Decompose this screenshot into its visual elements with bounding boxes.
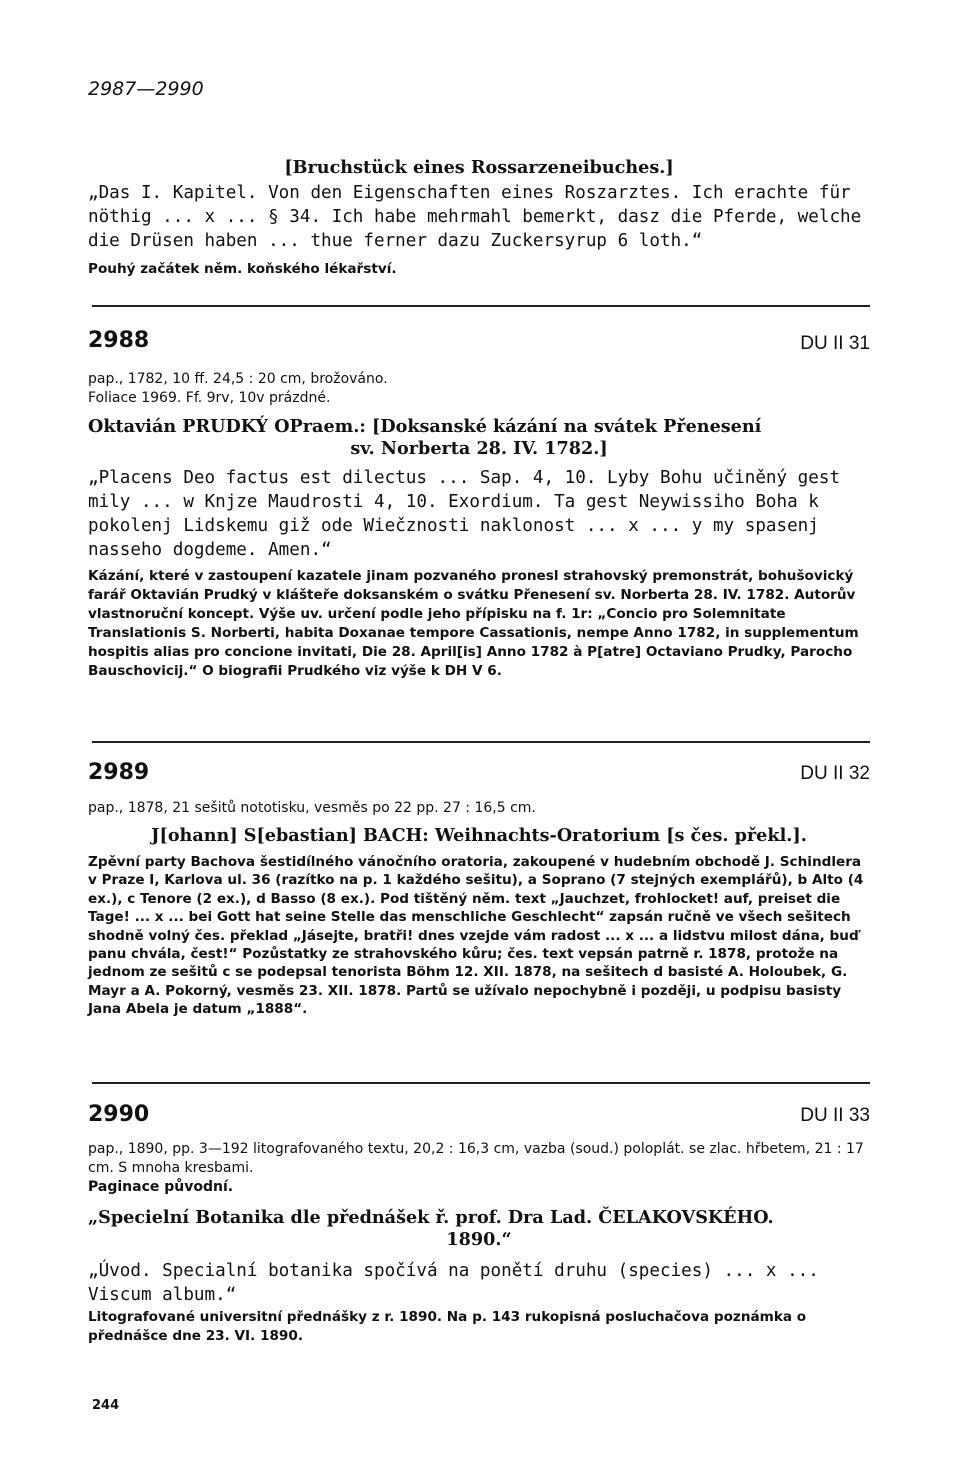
entry-title-2990: „Specielní Botanika dle přednášek ř. prof. Dra Lad. ČELAKOVSKÉHO. <box>88 1207 774 1228</box>
incipit-2990: „Úvod. Specialní botanika spočívá na ponětí druhu (species) ... x ... Viscum album.“ <box>88 1261 819 1305</box>
annotation-2989: Zpěvní party Bachova šestidílného vánočního oratoria, zakoupené v hudebním obchodě J. Schindlera v Praze I, Karlova ul. 36 (razítko na p. 1 každého sešitu), a Soprano (7 stejných exemplářů), b Alto (4 ex.), c Tenore (2 ex.), d Basso (8 ex.). Pod tištěný něm. text „Jauchzet, frohlocket! auf, preiset die Tage! ... x ... bei Gott hat seine Stelle das menschliche Geschlecht“ zapsán ručně ve všech sešitech shodně volný čes. překlad „Jásejte, bratři! dnes vzejde vám radost ... x ... a lidstvu milost dána, buď panu chvála, čest!“ Pozůstatky ze strahovského kůru; čes. text vepsán patrně r. 1878, protože na jednom ze sešitů c se podepsal tenorista Böhm 12. XII. 1878, na sešitech d basisté A. Holoubek, G. Mayr a A. Pokorný, vesměs 23. XII. 1878. Partů se užívalo nepochybně i později, u podpisu basisty Jana Abela je datum „1888“. <box>88 854 864 1018</box>
entry-title-2989: J[ohann] S[ebastian] BACH: Weihnachts-Oratorium [s čes. překl.]. <box>151 825 807 846</box>
incipit-2988: „Placens Deo factus est dilectus ... Sap. 4, 10. Lyby Bohu učiněný gest mily ... w Knjze Maudrosti 4, 10. Exordium. Ta gest Neywissiho Boha k pokolenj Lidskemu giž ode Wiečznosti naklonost ... x ... y my spasenj nasseho dogdeme. Amen.“ <box>88 468 841 560</box>
page-number: 244 <box>92 1398 120 1413</box>
entry-number-2988: 2988 <box>88 328 150 353</box>
fragment-title: [Bruchstück eines Rossarzeneibuches.] <box>284 157 674 178</box>
pagination-2990: Paginace původní. <box>88 1179 234 1195</box>
shelfmark-2988: DU II 31 <box>800 333 870 354</box>
page-range-header: 2987—2990 <box>88 78 204 100</box>
entry-title-2988-line2: sv. Norberta 28. IV. 1782.] <box>350 438 608 459</box>
physical-description-2989: pap., 1878, 21 sešitů nototisku, vesměs po 22 pp. 27 : 16,5 cm. <box>88 800 536 816</box>
fragment-quote: „Das I. Kapitel. Von den Eigenschaften eines Roszarztes. Ich erachte für nöthig ... x ... § 34. Ich habe mehrmahl bemerkt, dasz die Pferde, welche die Drüsen haben ... thue ferner dazu Zuckersyrup 6 loth.“ <box>88 183 862 251</box>
foliation-2988: Foliace 1969. Ff. 9rv, 10v prázdné. <box>88 390 331 406</box>
entry-title-2988: Oktavián PRUDKÝ OPraem.: [Doksanské kázání na svátek Přenesení <box>88 416 762 437</box>
entry-number-2989: 2989 <box>88 760 150 785</box>
physical-description-2990: pap., 1890, pp. 3—192 litografovaného textu, 20,2 : 16,3 cm, vazba (soud.) poloplát. se zlac. hřbetem, 21 : 17 cm. S mnoha kresbami. <box>88 1141 864 1176</box>
annotation-2990: Litografované universitní přednášky z r. 1890. Na p. 143 rukopisná posluchačova poznámka o přednášce dne 23. VI. 1890. <box>88 1309 807 1344</box>
divider <box>92 305 870 307</box>
divider <box>92 1082 870 1084</box>
entry-number-2990: 2990 <box>88 1102 150 1127</box>
annotation-2988: Kázání, které v zastoupení kazatele jinam pozvaného pronesl strahovský premonstrát, bohušovický farář Oktavián Prudký v klášteře doksanském o svátku Přenesení sv. Norberta 28. IV. 1782. Autorův vlastnoruční koncept. Výše uv. určení podle jeho přípisku na f. 1r: „Concio pro Solemnitate Translationis S. Norberti, habita Doxanae tempore Cassationis, nempe Anno 1782, in supplementum hospitis alias pro concione invitati, Die 28. April[is] Anno 1782 à P[atre] Octaviano Prudky, Parocho Bauschovicij.“ O biografii Prudkého viz výše k DH V 6. <box>88 568 859 679</box>
divider <box>92 741 870 743</box>
entry-title-2990-line2: 1890.“ <box>446 1229 512 1250</box>
fragment-note: Pouhý začátek něm. koňského lékařství. <box>88 261 397 277</box>
physical-description-2988: pap., 1782, 10 ff. 24,5 : 20 cm, brožováno. <box>88 371 388 387</box>
shelfmark-2989: DU II 32 <box>800 763 870 784</box>
shelfmark-2990: DU II 33 <box>800 1105 870 1126</box>
